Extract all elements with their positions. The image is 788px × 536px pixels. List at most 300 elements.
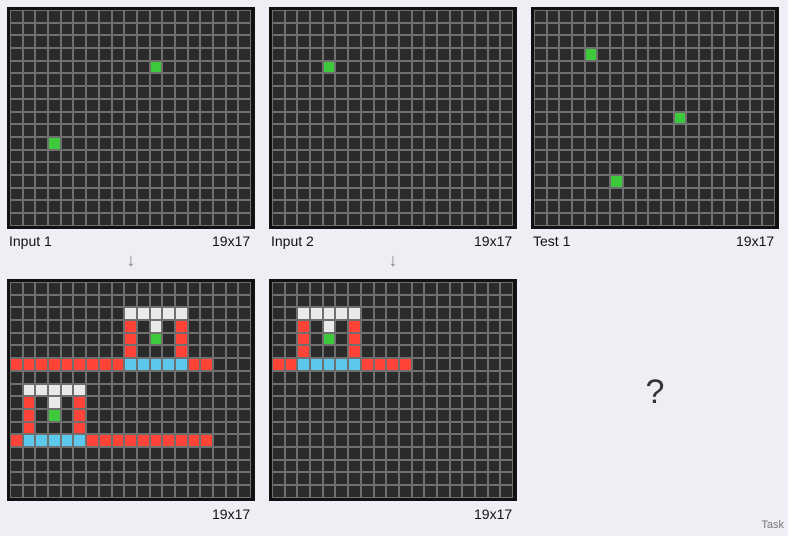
grid-cell [636,86,649,99]
grid-cell [200,409,213,422]
grid-cell [272,137,285,150]
grid-cell [10,200,23,213]
grid-cell [437,35,450,48]
grid-cell [450,295,463,308]
grid-cell [10,188,23,201]
grid-cell [686,124,699,137]
grid-cell [374,150,387,163]
grid-cell [610,175,623,188]
grid-cell [348,99,361,112]
grid-cell [475,282,488,295]
grid-cell [475,99,488,112]
grid-cell [437,99,450,112]
grid-cell [361,73,374,86]
grid-cell [585,61,598,74]
grid-cell [348,371,361,384]
grid-cell [547,112,560,125]
grid-cell [310,345,323,358]
grid-cell [226,447,239,460]
grid-cell [150,345,163,358]
grid-cell [323,422,336,435]
grid-cell [323,213,336,226]
grid-cell [35,434,48,447]
grid-cell [226,333,239,346]
grid-cell [374,86,387,99]
grid-cell [150,175,163,188]
grid-cell [585,99,598,112]
grid-cell [112,434,125,447]
grid-cell [226,188,239,201]
grid-cell [48,422,61,435]
grid-cell [500,10,513,23]
grid-cell [175,99,188,112]
grid-cell [386,295,399,308]
grid-cell [636,200,649,213]
grid-cell [200,86,213,99]
grid-cell [175,358,188,371]
grid-cell [437,358,450,371]
grid-cell [636,213,649,226]
grid-cell [386,188,399,201]
grid-cell [762,73,775,86]
grid-cell [712,10,725,23]
grid-cell [335,112,348,125]
grid-cell [712,86,725,99]
grid-cell [674,10,687,23]
grid-cell [150,434,163,447]
grid-cell [450,200,463,213]
grid-cell [500,485,513,498]
grid-cell [310,409,323,422]
grid-cell [437,124,450,137]
grid-cell [226,460,239,473]
grid-cell [374,460,387,473]
grid-cell [323,150,336,163]
grid-cell [150,99,163,112]
grid-cell [412,137,425,150]
grid-cell [348,485,361,498]
grid-cell [86,320,99,333]
grid-cell [500,61,513,74]
grid-cell [124,320,137,333]
grid-cell [386,124,399,137]
grid-cell [374,188,387,201]
grid-cell [424,10,437,23]
grid-cell [297,124,310,137]
grid-cell [437,23,450,36]
grid-cell [297,396,310,409]
grid-cell [137,200,150,213]
grid-cell [386,175,399,188]
grid-cell [661,213,674,226]
grid-cell [99,434,112,447]
grid-cell [35,213,48,226]
grid-cell [374,345,387,358]
grid-cell [636,61,649,74]
grid-cell [424,371,437,384]
grid-cell [23,472,36,485]
grid-cell [750,86,763,99]
grid-cell [61,150,74,163]
grid-cell [188,35,201,48]
grid-cell [412,73,425,86]
grid-cell [724,61,737,74]
grid-cell [610,124,623,137]
grid-cell [23,112,36,125]
grid-cell [73,295,86,308]
grid-cell [73,472,86,485]
grid-cell [23,73,36,86]
grid-cell [450,124,463,137]
grid-cell [61,61,74,74]
grid-cell [35,282,48,295]
grid-cell [35,320,48,333]
input-1-grid [10,10,251,226]
grid-cell [23,358,36,371]
grid-cell [162,358,175,371]
grid-cell [310,295,323,308]
grid-cell [124,409,137,422]
grid-cell [112,137,125,150]
grid-cell [124,124,137,137]
grid-cell [686,137,699,150]
grid-cell [310,124,323,137]
grid-cell [99,409,112,422]
grid-cell [488,213,501,226]
grid-cell [124,35,137,48]
grid-cell [150,213,163,226]
grid-cell [424,472,437,485]
grid-cell [348,307,361,320]
grid-cell [475,48,488,61]
grid-cell [323,345,336,358]
grid-cell [674,200,687,213]
grid-cell [124,200,137,213]
grid-cell [112,23,125,36]
grid-cell [150,200,163,213]
grid-cell [572,213,585,226]
grid-cell [226,472,239,485]
grid-cell [48,345,61,358]
grid-cell [597,162,610,175]
grid-cell [648,23,661,36]
output-1-size: 19x17 [212,506,251,522]
grid-cell [188,447,201,460]
grid-cell [23,48,36,61]
grid-cell [399,371,412,384]
grid-cell [399,396,412,409]
grid-cell [636,124,649,137]
grid-cell [699,124,712,137]
grid-cell [272,371,285,384]
grid-cell [86,137,99,150]
grid-cell [124,112,137,125]
grid-cell [623,162,636,175]
grid-cell [23,371,36,384]
grid-cell [500,48,513,61]
grid-cell [762,175,775,188]
grid-cell [48,460,61,473]
grid-cell [712,200,725,213]
grid-cell [636,150,649,163]
grid-cell [285,99,298,112]
grid-cell [137,124,150,137]
grid-cell [297,320,310,333]
grid-cell [597,137,610,150]
grid-cell [750,23,763,36]
grid-cell [712,213,725,226]
grid-cell [226,358,239,371]
grid-cell [23,345,36,358]
grid-cell [412,358,425,371]
grid-cell [737,48,750,61]
grid-cell [112,384,125,397]
grid-cell [137,422,150,435]
grid-cell [35,137,48,150]
grid-cell [597,86,610,99]
grid-cell [86,358,99,371]
test-1-grid [534,10,775,226]
grid-cell [674,188,687,201]
grid-cell [175,200,188,213]
grid-cell [150,409,163,422]
grid-cell [412,35,425,48]
grid-cell [386,345,399,358]
grid-cell [488,345,501,358]
grid-cell [559,99,572,112]
grid-cell [213,112,226,125]
grid-cell [297,86,310,99]
grid-cell [750,162,763,175]
grid-cell [162,150,175,163]
grid-cell [399,320,412,333]
grid-cell [424,48,437,61]
grid-cell [335,99,348,112]
grid-cell [162,384,175,397]
grid-cell [737,99,750,112]
grid-cell [559,150,572,163]
grid-cell [10,112,23,125]
grid-cell [188,162,201,175]
grid-cell [285,307,298,320]
grid-cell [150,384,163,397]
grid-cell [399,188,412,201]
grid-cell [73,188,86,201]
grid-cell [386,384,399,397]
grid-cell [462,333,475,346]
grid-cell [572,99,585,112]
grid-cell [699,150,712,163]
grid-cell [48,99,61,112]
grid-cell [488,295,501,308]
grid-cell [386,358,399,371]
grid-cell [374,112,387,125]
grid-cell [175,35,188,48]
grid-cell [272,73,285,86]
grid-cell [374,409,387,422]
grid-cell [323,175,336,188]
grid-cell [99,200,112,213]
grid-cell [35,307,48,320]
grid-cell [386,409,399,422]
grid-cell [374,320,387,333]
grid-cell [297,295,310,308]
grid-cell [348,162,361,175]
grid-cell [162,396,175,409]
grid-cell [585,162,598,175]
grid-cell [335,422,348,435]
grid-cell [374,200,387,213]
grid-cell [188,150,201,163]
grid-cell [99,213,112,226]
grid-cell [399,162,412,175]
grid-cell [572,162,585,175]
grid-cell [475,333,488,346]
grid-cell [437,112,450,125]
grid-cell [35,345,48,358]
grid-cell [686,23,699,36]
grid-cell [150,137,163,150]
grid-cell [99,188,112,201]
grid-cell [648,61,661,74]
grid-cell [399,333,412,346]
grid-cell [572,124,585,137]
grid-cell [213,150,226,163]
grid-cell [323,447,336,460]
grid-cell [450,10,463,23]
grid-cell [48,371,61,384]
grid-cell [475,23,488,36]
grid-cell [188,99,201,112]
grid-cell [623,61,636,74]
grid-cell [648,137,661,150]
grid-cell [226,371,239,384]
grid-cell [661,112,674,125]
grid-cell [335,137,348,150]
grid-cell [386,200,399,213]
grid-cell [285,358,298,371]
grid-cell [386,86,399,99]
grid-cell [48,150,61,163]
grid-cell [10,162,23,175]
grid-cell [323,472,336,485]
grid-cell [188,124,201,137]
grid-cell [226,99,239,112]
grid-cell [450,188,463,201]
grid-cell [475,358,488,371]
grid-cell [699,200,712,213]
input-2-label: Input 2 [271,233,314,249]
grid-cell [500,460,513,473]
grid-cell [686,162,699,175]
grid-cell [35,384,48,397]
grid-cell [559,35,572,48]
grid-cell [188,307,201,320]
grid-cell [462,447,475,460]
grid-cell [475,35,488,48]
grid-cell [348,86,361,99]
grid-cell [162,213,175,226]
grid-cell [124,434,137,447]
grid-cell [137,23,150,36]
grid-cell [323,460,336,473]
grid-cell [450,137,463,150]
grid-cell [674,61,687,74]
grid-cell [124,472,137,485]
grid-cell [23,447,36,460]
grid-cell [374,447,387,460]
grid-cell [175,86,188,99]
grid-cell [475,73,488,86]
grid-cell [597,150,610,163]
grid-cell [150,320,163,333]
grid-cell [23,295,36,308]
grid-cell [374,307,387,320]
grid-cell [297,137,310,150]
grid-cell [724,112,737,125]
grid-cell [73,409,86,422]
grid-cell [547,175,560,188]
grid-cell [272,333,285,346]
grid-cell [35,112,48,125]
grid-cell [23,150,36,163]
grid-cell [762,86,775,99]
grid-cell [648,112,661,125]
grid-cell [23,422,36,435]
grid-cell [86,61,99,74]
grid-cell [661,188,674,201]
grid-cell [335,295,348,308]
grid-cell [547,23,560,36]
grid-cell [48,396,61,409]
grid-cell [424,422,437,435]
grid-cell [450,485,463,498]
grid-cell [200,384,213,397]
grid-cell [175,137,188,150]
grid-cell [323,396,336,409]
grid-cell [310,48,323,61]
test-1-label: Test 1 [533,233,571,249]
grid-cell [534,35,547,48]
grid-cell [226,23,239,36]
grid-cell [462,358,475,371]
grid-cell [272,295,285,308]
grid-cell [462,295,475,308]
grid-cell [610,200,623,213]
grid-cell [238,73,251,86]
grid-cell [86,86,99,99]
grid-cell [424,396,437,409]
grid-cell [272,460,285,473]
grid-cell [61,472,74,485]
grid-cell [737,137,750,150]
grid-cell [226,73,239,86]
grid-cell [188,371,201,384]
grid-cell [500,200,513,213]
grid-cell [99,99,112,112]
grid-cell [424,112,437,125]
grid-cell [399,485,412,498]
grid-cell [10,10,23,23]
grid-cell [386,460,399,473]
grid-cell [572,200,585,213]
grid-cell [200,396,213,409]
grid-cell [534,10,547,23]
grid-cell [35,200,48,213]
grid-cell [310,358,323,371]
grid-cell [475,124,488,137]
grid-cell [386,307,399,320]
